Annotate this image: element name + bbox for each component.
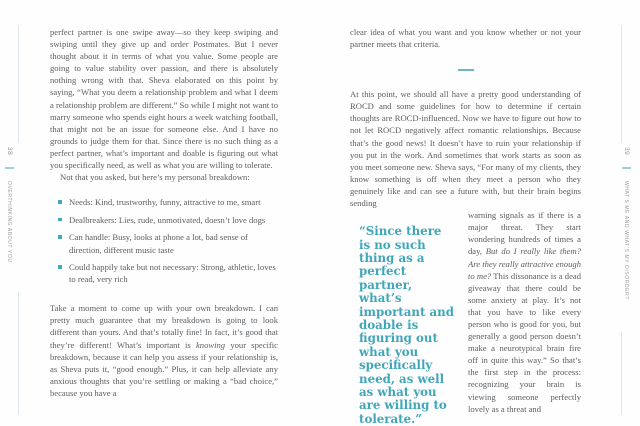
right-column-italic: But do I really like them? Are they really attractive enough to me? <box>468 246 581 281</box>
pull-quote: “Since there is no such thing as a perfect partner, what’s important and doable is figuring out what you specifically need, as well as what you are willing to tolerate.” <box>359 224 454 426</box>
right-paragraph-1: clear idea of what you want and you know whether or not your partner meets that criteria. <box>350 27 581 50</box>
left-paragraph-1: perfect partner is one swipe away—so they keep swiping and swiping until they give up and order Postmates. But I never thought about it in terms of what you value. Some people are going to value stability over passion, and there is absolutely nothing wrong with that. Sheva elaborated on this point by saying, “What you deem a relationship problem and what I deem a relationship problem are different.” So while I might not want to marry someone who spends eight hours a week watching football, that might not be an issue for someone else. And I have no grounds to judge them for that. Since there is no such thing as a perfect partner, what’s important and doable is figuring out what you specifically need, as well as what you are willing to tolerate. <box>50 27 278 171</box>
left-paragraph-3-text: Take a moment to come up with your own breakdown. I can pretty much guarantee that my breakdown is going to look different than yours. And that’s totally fine! In fact, it’s good that they’re different! What’s important is <box>50 303 278 350</box>
left-running-head: OVERTHINKING ABOUT YOU <box>6 181 12 263</box>
left-page-number: 38 <box>6 147 13 156</box>
left-teal-tick <box>5 167 14 169</box>
left-paragraph-2: Not that you asked, but here’s my personal breakdown: <box>60 172 250 183</box>
right-margin-rule-top <box>621 25 622 143</box>
column-gap <box>455 209 468 426</box>
list-item: Can handle: Busy, looks at phone a lot, bad sense of direction, different music taste <box>58 231 278 255</box>
right-paragraph-2-top: At this point, we should all have a pretty good understanding of ROCD and some guidelines for how to determine if certain thoughts are ROCD-influenced. Now we have to figure out how to not let ROCD negatively affect romantic relationships. Because that’s the good news! It doesn’t have to ruin your relationship if you put in the work. And sometimes that work starts as soon as you meet someone new. Sheva says, “For many of my clients, they know something is off when they meet a person who they genuinely like and can see a future with, but their brain begins sending <box>350 89 581 209</box>
left-page-body <box>50 26 278 399</box>
right-narrow-column <box>468 209 581 426</box>
right-page-body <box>350 26 581 426</box>
right-column-text: warning signals as if there is a major threat. They start wondering hundreds of times a day, <box>468 210 581 257</box>
left-paragraph-3-italic: knowing <box>195 339 226 350</box>
quote-wrap-row <box>350 209 581 426</box>
left-margin-rule-bottom <box>18 292 19 415</box>
section-divider-rule <box>458 69 474 71</box>
left-paragraph-3-text: your specific breakdown, because it can help you assess if your relationship is, as Sheva puts it, “good enough.” Plus, it can help alleviate any anxious thoughts that you’re settling or making a “bad choice,” because you have a <box>50 339 278 398</box>
list-item: Could happily take but not necessary: Strong, athletic, loves to read, very rich <box>58 261 278 285</box>
right-margin-rule-bottom <box>621 332 622 415</box>
right-paragraph-2-continued <box>468 209 581 415</box>
right-page-number: 39 <box>623 147 630 156</box>
list-item: Dealbreakers: Lies, rude, unmotivated, doesn’t love dogs <box>58 214 278 226</box>
right-teal-tick <box>622 167 631 169</box>
breakdown-list <box>50 196 278 285</box>
left-paragraph-3 <box>50 302 278 399</box>
left-margin-rule-top <box>18 25 19 143</box>
list-item: Needs: Kind, trustworthy, funny, attractive to me, smart <box>58 196 278 208</box>
right-running-head: WHAT’S ME AND WHAT’S MY DISORDER? <box>623 181 629 300</box>
pull-quote-column <box>359 209 455 426</box>
right-column-text: This dissonance is a dead giveaway that there could be some anxiety at play. It’s not that you have to like every person who is good for you, but generally a good person doesn’t make a neurotypical brain fire off in quite this way.” So that’s the first step in the process: recognizing your brain is viewing someone perfectly lovely as a threat and <box>468 270 581 414</box>
